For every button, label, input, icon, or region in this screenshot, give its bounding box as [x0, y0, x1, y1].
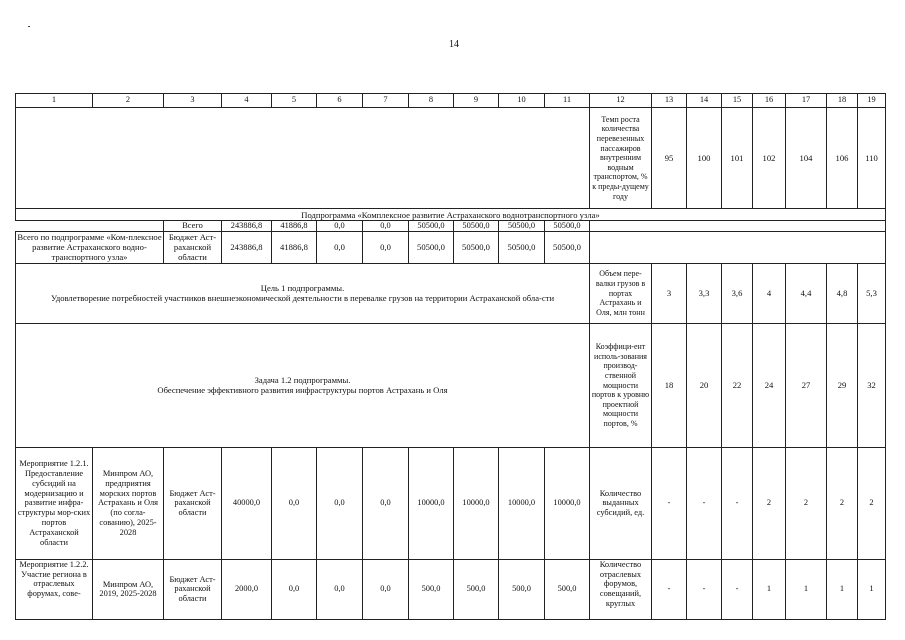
- value-cell: 41886,8: [272, 231, 317, 263]
- indicator-cell: Количество отраслевых форумов, совещаний, круглых: [590, 559, 652, 619]
- value-cell: 50500,0: [499, 231, 545, 263]
- value-cell: 0,0: [317, 221, 363, 232]
- indicator-cell: Коэффици-ент исполь-зования производ-ственной мощности портов к уровню проектной мощности портов, %: [590, 323, 652, 447]
- col-header: 5: [272, 94, 317, 108]
- col-header: 1: [16, 94, 93, 108]
- task-title: Задача 1.2 подпрограммы.: [254, 375, 351, 386]
- value-cell: -: [687, 447, 722, 559]
- value-cell: 10000,0: [454, 447, 499, 559]
- measure-executor: Минпром АО, предприятия морских портов Астрахань и Оля (по согла-сованию), 2025-2028: [93, 447, 164, 559]
- goal-text: Удовлетворение потребностей участников внешнеэкономической деятельности в перевалке грузов на территории Астраханской обла-сти: [50, 293, 555, 304]
- col-header: 16: [753, 94, 786, 108]
- task-text: Обеспечение эффективного развития инфраструктуры портов Астрахань и Оля: [157, 385, 448, 396]
- col-header: 18: [827, 94, 858, 108]
- value-cell: 50500,0: [545, 221, 590, 232]
- indicator-cell: Объем пере-валки грузов в портах Астрахань и Оля, млн тонн: [590, 263, 652, 323]
- value-cell: 102: [753, 108, 786, 209]
- value-cell: 50500,0: [545, 231, 590, 263]
- col-header: 10: [499, 94, 545, 108]
- value-cell: 500,0: [545, 559, 590, 619]
- value-cell: 1: [827, 559, 858, 619]
- value-cell: 2000,0: [222, 559, 272, 619]
- value-cell: 0,0: [317, 559, 363, 619]
- budget-row: [16, 231, 886, 263]
- measure-name: Мероприятие 1.2.2. Участие региона в отраслевых форумах, сове-: [16, 559, 93, 619]
- value-cell: 0,0: [317, 447, 363, 559]
- value-cell: 50500,0: [409, 231, 454, 263]
- value-cell: 110: [858, 108, 886, 209]
- value-cell: 20: [687, 323, 722, 447]
- value-cell: 0,0: [363, 231, 409, 263]
- value-cell: 40000,0: [222, 447, 272, 559]
- value-cell: 0,0: [363, 447, 409, 559]
- col-header: 13: [652, 94, 687, 108]
- total-label: Всего: [164, 221, 222, 232]
- col-header: 6: [317, 94, 363, 108]
- program-table: [15, 93, 886, 620]
- col-header: 15: [722, 94, 753, 108]
- indicator-cell: Количество выданных субсидий, ед.: [590, 447, 652, 559]
- scan-speck: [28, 26, 30, 27]
- value-cell: 2: [827, 447, 858, 559]
- value-cell: 41886,8: [272, 221, 317, 232]
- page-number: 14: [449, 39, 459, 50]
- value-cell: 243886,8: [222, 221, 272, 232]
- value-cell: 500,0: [499, 559, 545, 619]
- value-cell: 0,0: [317, 231, 363, 263]
- blank-cell: [590, 221, 886, 232]
- blank-cell: [16, 108, 590, 209]
- value-cell: -: [652, 447, 687, 559]
- value-cell: 18: [652, 323, 687, 447]
- value-cell: 2: [786, 447, 827, 559]
- col-header: 11: [545, 94, 590, 108]
- col-header: 19: [858, 94, 886, 108]
- blank-cell: [16, 221, 164, 232]
- value-cell: -: [652, 559, 687, 619]
- value-cell: 3,6: [722, 263, 753, 323]
- value-cell: 32: [858, 323, 886, 447]
- task-cell: [16, 323, 590, 447]
- col-header: 12: [590, 94, 652, 108]
- value-cell: 2: [858, 447, 886, 559]
- value-cell: 1: [753, 559, 786, 619]
- passenger-row: [16, 108, 886, 209]
- budget-name: Всего по подпрограмме «Ком-плексное развитие Астраханского воднотранспортного узла»: [17, 231, 162, 263]
- goal-row: [16, 263, 886, 323]
- col-header: 2: [93, 94, 164, 108]
- value-cell: 95: [652, 108, 687, 209]
- value-cell: 106: [827, 108, 858, 209]
- col-header: 14: [687, 94, 722, 108]
- value-cell: 500,0: [454, 559, 499, 619]
- subprogram-title-row: [16, 209, 886, 221]
- value-cell: 3: [652, 263, 687, 323]
- value-cell: 29: [827, 323, 858, 447]
- value-cell: -: [687, 559, 722, 619]
- value-cell: 27: [786, 323, 827, 447]
- blank-cell: [590, 231, 886, 263]
- indicator-cell: Темп роста количества перевезенных пассажиров внутренним водным транспортом, % к преды-дущему году: [590, 108, 652, 209]
- value-cell: 0,0: [272, 559, 317, 619]
- value-cell: 2: [753, 447, 786, 559]
- value-cell: 50500,0: [409, 221, 454, 232]
- value-cell: 50500,0: [454, 231, 499, 263]
- value-cell: 104: [786, 108, 827, 209]
- measure-row: [16, 447, 886, 559]
- value-cell: -: [722, 447, 753, 559]
- header-row: [16, 94, 886, 108]
- task-row: [16, 323, 886, 447]
- value-cell: 24: [753, 323, 786, 447]
- goal-title: Цель 1 подпрограммы.: [260, 283, 345, 294]
- measure-source: Бюджет Аст-раханской области: [164, 447, 222, 559]
- value-cell: 1: [786, 559, 827, 619]
- measure-executor: Минпром АО, 2019, 2025-2028: [93, 559, 164, 619]
- measure-source: Бюджет Аст-раханской области: [164, 559, 222, 619]
- col-header: 4: [222, 94, 272, 108]
- value-cell: 500,0: [409, 559, 454, 619]
- value-cell: 10000,0: [499, 447, 545, 559]
- value-cell: -: [722, 559, 753, 619]
- value-cell: 1: [858, 559, 886, 619]
- goal-cell: [16, 263, 590, 323]
- col-header: 9: [454, 94, 499, 108]
- col-header: 7: [363, 94, 409, 108]
- measure-name: Мероприятие 1.2.1. Предоставление субсидий на модернизацию и развитие инфра-структуры мор-ских портов Астраханской области: [16, 447, 93, 559]
- value-cell: 101: [722, 108, 753, 209]
- value-cell: 3,3: [687, 263, 722, 323]
- budget-source: Бюджет Аст-раханской области: [164, 231, 222, 263]
- value-cell: 0,0: [272, 447, 317, 559]
- value-cell: 50500,0: [454, 221, 499, 232]
- value-cell: 22: [722, 323, 753, 447]
- value-cell: 5,3: [858, 263, 886, 323]
- value-cell: 50500,0: [499, 221, 545, 232]
- value-cell: 100: [687, 108, 722, 209]
- value-cell: 4,4: [786, 263, 827, 323]
- value-cell: 4,8: [827, 263, 858, 323]
- value-cell: 4: [753, 263, 786, 323]
- value-cell: 0,0: [363, 559, 409, 619]
- total-row: [16, 221, 886, 232]
- value-cell: 10000,0: [409, 447, 454, 559]
- col-header: 8: [409, 94, 454, 108]
- col-header: 3: [164, 94, 222, 108]
- col-header: 17: [786, 94, 827, 108]
- value-cell: 243886,8: [222, 231, 272, 263]
- measure-row: [16, 559, 886, 619]
- subprogram-title: Подпрограмма «Комплексное развитие Астраханского воднотранспортного узла»: [16, 209, 886, 221]
- value-cell: 10000,0: [545, 447, 590, 559]
- value-cell: 0,0: [363, 221, 409, 232]
